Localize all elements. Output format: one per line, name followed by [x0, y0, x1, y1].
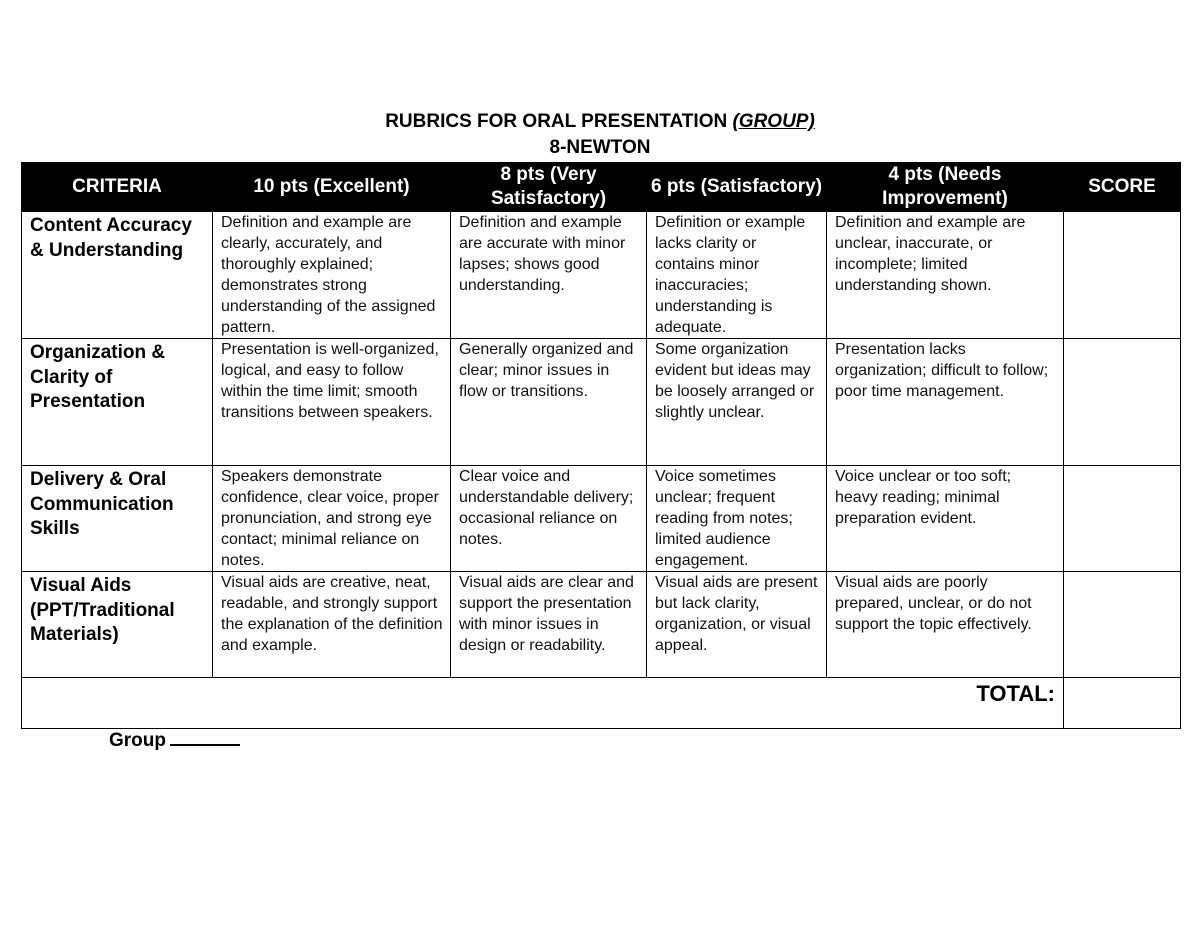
rubric-row-visual-aids	[22, 572, 1181, 678]
criterion-label: Visual Aids (PPT/Traditional Materials)	[22, 572, 213, 678]
score-cell[interactable]	[1064, 212, 1181, 339]
rubric-table	[21, 162, 1181, 729]
descriptor-needs-improvement: Definition and example are unclear, inaccurate, or incomplete; limited understanding shown.	[827, 212, 1064, 339]
rubric-row-delivery	[22, 466, 1181, 572]
header-excellent: 10 pts (Excellent)	[213, 163, 451, 212]
header-criteria: CRITERIA	[22, 163, 213, 212]
score-cell[interactable]	[1064, 466, 1181, 572]
criterion-label: Delivery & Oral Communication Skills	[22, 466, 213, 572]
descriptor-excellent: Presentation is well-organized, logical, and easy to follow within the time limit; smooth transitions between speakers.	[213, 339, 451, 466]
descriptor-satisfactory: Visual aids are present but lack clarity, organization, or visual appeal.	[647, 572, 827, 678]
title-emphasis: (GROUP)	[732, 111, 815, 132]
total-score-cell[interactable]	[1064, 678, 1181, 729]
descriptor-very-satisfactory: Visual aids are clear and support the presentation with minor issues in design or readability.	[451, 572, 647, 678]
descriptor-satisfactory: Definition or example lacks clarity or contains minor inaccuracies; understanding is adequate.	[647, 212, 827, 339]
descriptor-needs-improvement: Voice unclear or too soft; heavy reading; minimal preparation evident.	[827, 466, 1064, 572]
document-subtitle: 8-NEWTON	[549, 137, 651, 158]
descriptor-excellent: Definition and example are clearly, accurately, and thoroughly explained; demonstrates strong understanding of the assigned pattern.	[213, 212, 451, 339]
descriptor-very-satisfactory: Definition and example are accurate with minor lapses; shows good understanding.	[451, 212, 647, 339]
total-row	[22, 678, 1181, 729]
header-needs-improvement: 4 pts (Needs Improvement)	[827, 163, 1064, 212]
group-line	[109, 726, 240, 753]
descriptor-satisfactory: Voice sometimes unclear; frequent reading from notes; limited audience engagement.	[647, 466, 827, 572]
score-cell[interactable]	[1064, 572, 1181, 678]
header-row	[22, 163, 1181, 212]
title-main: RUBRICS FOR ORAL PRESENTATION	[385, 111, 733, 132]
document-title	[0, 110, 1200, 134]
header-satisfactory: 6 pts (Satisfactory)	[647, 163, 827, 212]
header-score: SCORE	[1064, 163, 1181, 212]
descriptor-needs-improvement: Presentation lacks organization; difficult to follow; poor time management.	[827, 339, 1064, 466]
header-very-satisfactory: 8 pts (Very Satisfactory)	[451, 163, 647, 212]
descriptor-satisfactory: Some organization evident but ideas may be loosely arranged or slightly unclear.	[647, 339, 827, 466]
group-blank[interactable]	[170, 726, 240, 746]
descriptor-very-satisfactory: Generally organized and clear; minor issues in flow or transitions.	[451, 339, 647, 466]
total-label: TOTAL:	[22, 678, 1064, 729]
descriptor-very-satisfactory: Clear voice and understandable delivery; occasional reliance on notes.	[451, 466, 647, 572]
criterion-label: Organization & Clarity of Presentation	[22, 339, 213, 466]
score-cell[interactable]	[1064, 339, 1181, 466]
group-label: Group	[109, 730, 166, 751]
rubric-row-content	[22, 212, 1181, 339]
criterion-label: Content Accuracy & Understanding	[22, 212, 213, 339]
descriptor-needs-improvement: Visual aids are poorly prepared, unclear, or do not support the topic effectively.	[827, 572, 1064, 678]
descriptor-excellent: Visual aids are creative, neat, readable, and strongly support the explanation of the definition and example.	[213, 572, 451, 678]
rubric-row-organization	[22, 339, 1181, 466]
descriptor-excellent: Speakers demonstrate confidence, clear voice, proper pronunciation, and strong eye contact; minimal reliance on notes.	[213, 466, 451, 572]
